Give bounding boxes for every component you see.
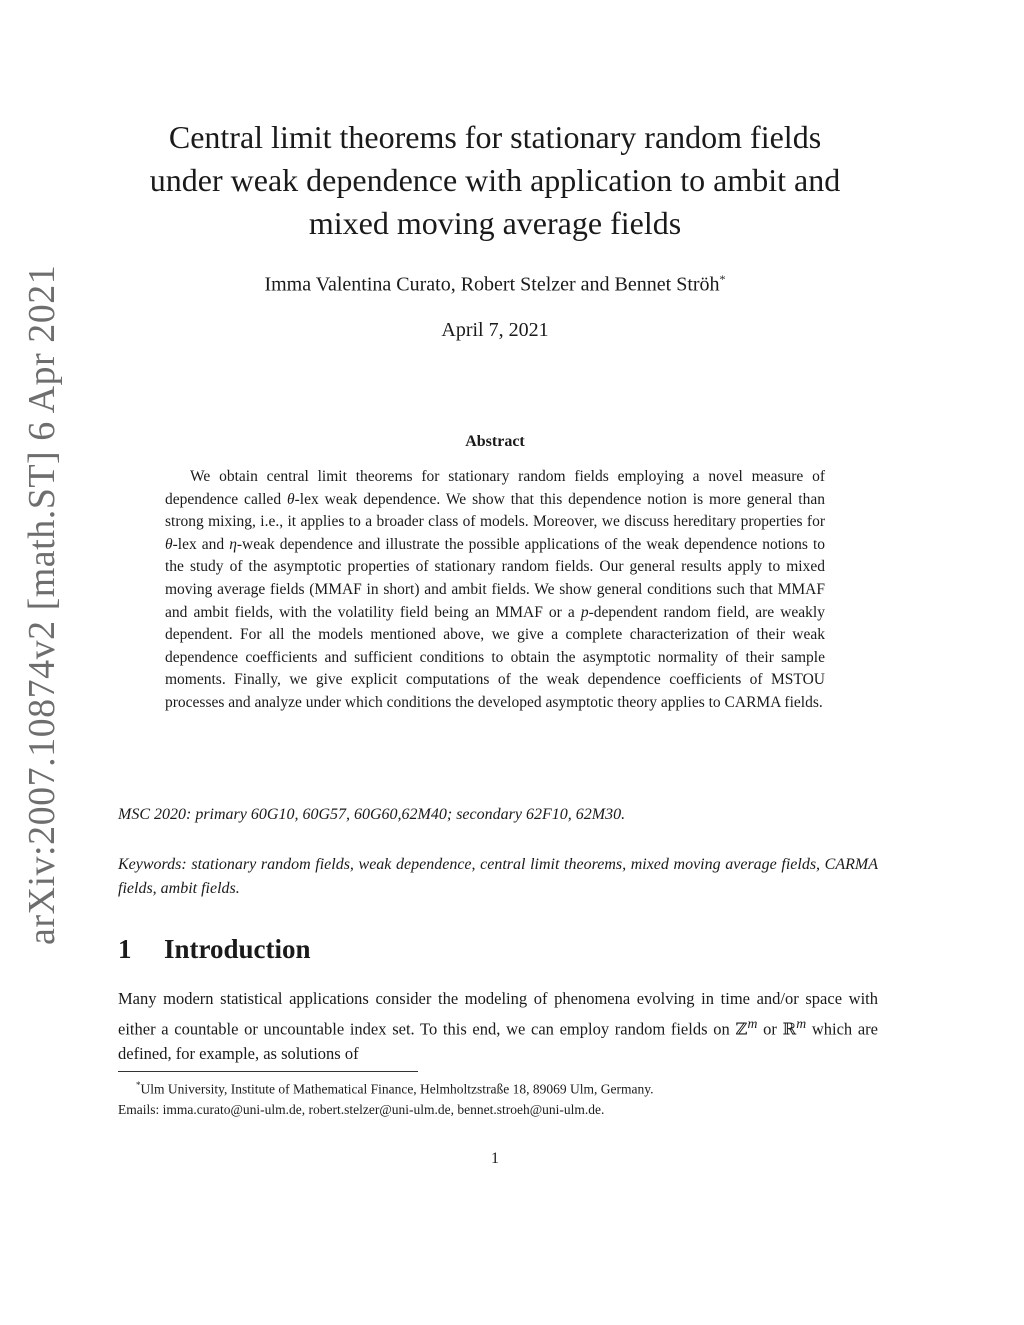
dimension-m: m <box>796 1015 807 1031</box>
intro-part-2: or <box>757 1019 783 1038</box>
footnote-divider <box>118 1071 418 1072</box>
intro-part-3: which are defined, for example, as solutions of <box>118 1019 878 1063</box>
title-line-1: Central limit theorems for stationary random fields <box>168 119 822 155</box>
dimension-m: m <box>747 1015 758 1031</box>
title-line-3: mixed moving average fields <box>308 205 682 241</box>
arxiv-identifier-stamp[interactable]: arXiv:2007.10874v2 [math.ST] 6 Apr 2021 <box>21 264 63 945</box>
reals-symbol: ℝ <box>782 1019 797 1038</box>
footnote <box>118 1075 878 1120</box>
msc-classification: MSC 2020: primary 60G10, 60G57, 60G60,62M40; secondary 62F10, 62M30. <box>118 806 626 823</box>
footnote-emails: Emails: imma.curato@uni-ulm.de, robert.stelzer@uni-ulm.de, bennet.stroeh@uni-ulm.de. <box>118 1101 605 1117</box>
page-number: 1 <box>491 1150 499 1167</box>
section-number: 1 <box>118 934 132 964</box>
abstract-part-4: -weak dependence and illustrate the possible applications of the weak dependence notions to the study of the asymptotic properties of stationary random fields. Our general results apply to mixed moving average fields (MMAF in short) and ambit fields. We show general conditions such that MMAF and ambit fields, with the volatility field being an MMAF or a <box>165 535 825 621</box>
abstract-part-2: -lex weak dependence. We show that this dependence notion is more general than strong mixing, i.e., it applies to a broader class of models. Moreover, we discuss hereditary properties for <box>165 490 825 531</box>
p-symbol: p <box>580 603 589 621</box>
footnote-line-1 <box>118 1075 878 1100</box>
abstract-text <box>165 466 825 715</box>
abstract-part-3: -lex and <box>172 535 230 553</box>
theta-symbol: θ <box>286 490 295 508</box>
title-line-2: under weak dependence with application to ambit and <box>149 162 841 198</box>
abstract-part-5: -dependent random field, are weakly dependent. For all the models mentioned above, we give a complete characterization of their weak dependence coefficients and sufficient conditions to obtain the asymptotic normality of their sample moments. Finally, we give explicit computations of the weak dependence coefficients of MSTOU processes and analyze under which conditions the developed asymptotic theory applies to CARMA fields. <box>165 603 825 711</box>
abstract-part-1: We obtain central limit theorems for stationary random fields employing a novel measure of dependence called <box>165 468 825 508</box>
theta-symbol: θ <box>165 535 173 553</box>
eta-symbol: η <box>229 535 237 553</box>
paper-date: April 7, 2021 <box>441 319 549 341</box>
keywords: Keywords: stationary random fields, weak dependence, central limit theorems, mixed moving average fields, CARMA fields, ambit fields. <box>118 856 878 897</box>
integers-symbol: ℤ <box>735 1019 748 1038</box>
author-list <box>100 272 890 297</box>
author-names: Imma Valentina Curato, Robert Stelzer and Bennet Ströh <box>264 273 720 296</box>
abstract-heading: Abstract <box>465 433 525 450</box>
section-heading <box>118 934 878 965</box>
paper-title <box>100 116 890 245</box>
footnote-affiliation: Ulm University, Institute of Mathematical Finance, Helmholtzstraße 18, 89069 Ulm, Germany. <box>140 1081 654 1097</box>
intro-part-1: Many modern statistical applications consider the modeling of phenomena evolving in time and/or space with either a countable or uncountable index set. To this end, we can employ random fields on <box>118 989 878 1038</box>
introduction-paragraph <box>118 987 878 1066</box>
author-footnote-mark: * <box>719 272 726 286</box>
footnote-mark: * <box>136 1080 141 1090</box>
section-title: Introduction <box>164 934 311 964</box>
